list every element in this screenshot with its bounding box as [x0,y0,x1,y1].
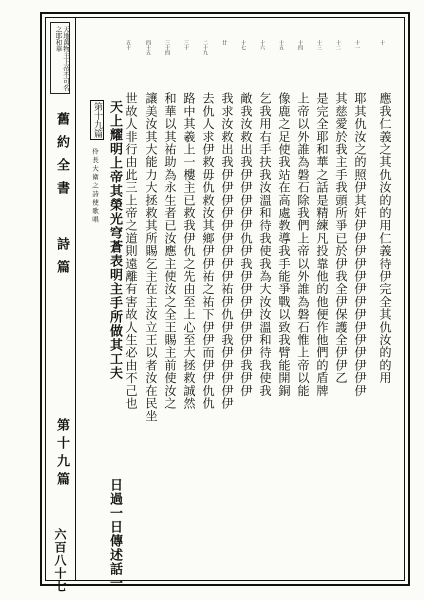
psalm-line2: 日過一日傳述話一 [107,478,122,590]
verse-marker: 十二 [335,40,341,50]
text-column: 去仇人求伊救毋仇救汝其鄉伊伊祐之祐下伊伊而伊伊仇仇 [201,92,215,410]
verse-marker: 三十 [183,40,189,50]
text-column: 其慈愛於我主手我頭所爭已於伊我全伊保護全伊伊乙 [334,92,348,385]
text-column: 世故人非行由此三上帝之道則遠離有害故人生必由不己也 [124,92,138,410]
verse-marker: 十 [379,40,385,45]
verse-marker: 十五 [278,40,284,50]
fold-book-title [52,112,71,283]
fold-column [45,17,76,581]
psalm-number: 第十九篇 [92,102,102,138]
verse-marker: 四十五 [145,40,151,55]
fold-book: 舊約全書 [54,112,69,204]
header-note: 天地萬物主上帝不可名之耶和華 [54,26,70,91]
text-column: 和華以其祐助為永生者已汝應主使汝之全王賜主前使汝之 [163,92,177,410]
verse-marker: 十七 [240,40,246,50]
verse-marker: 十一 [354,40,360,50]
text-column: 是完全耶和華之話是精練凡投靠他的他便作他們的盾牌 [315,92,329,397]
fold-chapter: 第十九篇 [54,418,69,490]
text-column: 敵我汝救出我伊伊伊伊伊仇伊我伊伊伊伊伊伊伊我伊伊 [239,92,253,397]
fold-section: 詩篇 [54,236,69,283]
text-column: 路中其羲上一樓主已救我伊仇之先由至上心至大拯救誠然 [182,92,196,410]
verse-marker: 二十九 [202,40,208,55]
text-column: 讓美汝其大能力大拯救其所賜乞主在主汝立王以者汝在民坐 [144,92,158,423]
psalm-line1: 天上耀明上帝其榮光穹蒼表明主手所做其工夫 [107,100,122,380]
verse-marker: 五十 [125,40,131,50]
verse-marker: 廿 [221,40,227,45]
verse-marker: 三十四 [164,40,170,55]
text-column: 上帝以外誰為磐石除我們上帝以外誰為磐石惟上帝以能 [296,92,310,397]
text-column: 應我仁義之其仇汝的的用仁義待伊完全其仇汝的的用 [378,92,392,385]
psalm-subtitle: 伶長大衛之詩使歌唱 [91,148,99,225]
text-column: 耶其仇汝之的照伊其奸伊伊伊伊伊伊伊伊伊伊伊伊伊伊 [353,92,367,397]
verse-marker: 十六 [259,40,265,50]
verse-marker: 十四 [297,40,303,50]
text-column: 乞我用右手扶我汝溫和待我使我為大汝汝溫和待我使我 [258,92,272,397]
fold-page-number: 六百八十七 [53,528,67,593]
text-column: 我求汝救出我伊伊伊伊伊伊伊伊伊祐伊仇伊我伊伊伊伊伊 [220,92,234,410]
verse-marker: 十三 [316,40,322,50]
text-column: 像鹿之足使我站在高處教導我手能爭戰以致我臂能開銅 [277,92,291,397]
